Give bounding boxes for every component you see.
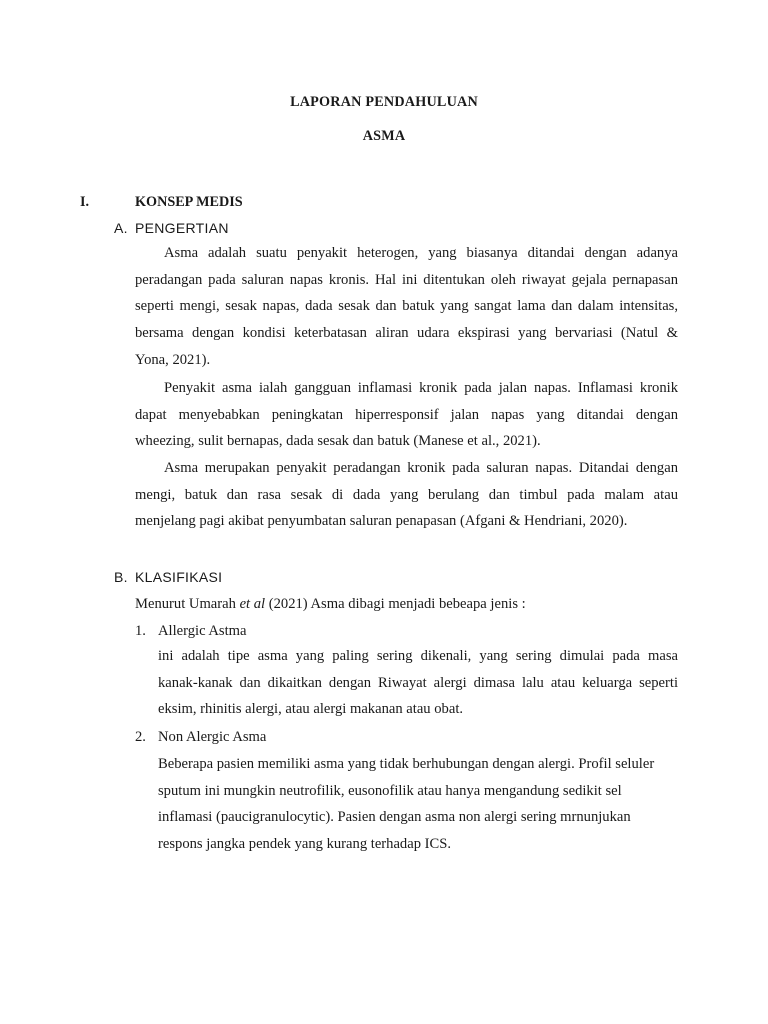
- intro-text-before: Menurut Umarah: [135, 596, 240, 612]
- paragraph-line: respons jangka pendek yang kurang terhadap ICS.: [158, 836, 452, 853]
- subsection-letter-b: B.: [114, 569, 128, 585]
- paragraph-line: kanak-kanak dan dikaitkan dengan Riwayat alergi dimasa lalu atau keluarga seperti: [158, 674, 678, 691]
- paragraph-line: menjelang pagi akibat penyumbatan saluran penapasan (Afgani & Hendriani, 2020).: [135, 513, 628, 530]
- section-heading: KONSEP MEDIS: [135, 194, 243, 210]
- pengertian-paragraph-2: [135, 375, 678, 455]
- list-item-body-1: [158, 643, 678, 723]
- subsection-letter-a: A.: [114, 220, 128, 236]
- list-item-number-2: 2.: [135, 729, 146, 745]
- document-title: LAPORAN PENDAHULUAN: [290, 94, 478, 110]
- subsection-heading-klasifikasi: KLASIFIKASI: [135, 569, 223, 585]
- pengertian-paragraph-3: [135, 455, 678, 535]
- subsection-heading-pengertian: PENGERTIAN: [135, 220, 229, 236]
- paragraph-line: Beberapa pasien memiliki asma yang tidak berhubungan dengan alergi. Profil seluler: [158, 756, 655, 772]
- paragraph-line: eksim, rhinitis alergi, atau alergi makanan atau obat.: [158, 701, 464, 718]
- intro-text-italic: et al: [239, 596, 266, 612]
- list-item-body-2: [158, 751, 678, 858]
- paragraph-line: Yona, 2021).: [135, 351, 211, 368]
- paragraph-line: wheezing, sulit bernapas, dada sesak dan batuk (Manese et al., 2021).: [135, 433, 541, 450]
- paragraph-line: ini adalah tipe asma yang paling sering dikenali, yang sering dimulai pada masa: [158, 648, 678, 664]
- list-item-title-2: Non Alergic Asma: [158, 729, 267, 745]
- pengertian-paragraph-1: [135, 240, 678, 373]
- paragraph-line: Asma adalah suatu penyakit heterogen, yang biasanya ditandai dengan adanya: [164, 245, 678, 261]
- list-item-number-1: 1.: [135, 623, 146, 639]
- intro-text-after: (2021) Asma dibagi menjadi bebeapa jenis :: [265, 596, 526, 612]
- paragraph-line: seperti mengi, sesak napas, dada sesak dan batuk yang sangat lama dan dalam intensitas,: [135, 298, 678, 315]
- paragraph-line: sputum ini mungkin neutrofilik, eusonofilik atau hanya mengandung sedikit sel: [158, 782, 622, 799]
- list-item-title-1: Allergic Astma: [158, 623, 247, 639]
- paragraph-line: peradangan pada saluran napas kronis. Hal ini ditentukan oleh riwayat gejala pernapasan: [135, 271, 678, 288]
- paragraph-line: bersama dengan kondisi keterbatasan aliran udara ekspirasi yang bervariasi (Natul &: [135, 325, 678, 342]
- paragraph-line: Penyakit asma ialah gangguan inflamasi kronik pada jalan napas. Inflamasi kronik: [164, 380, 678, 396]
- document-subtitle: ASMA: [362, 128, 406, 144]
- paragraph-line: dapat menyebabkan peningkatan hiperresponsif jalan napas yang ditandai dengan: [135, 406, 678, 423]
- klasifikasi-intro: [135, 596, 526, 613]
- paragraph-line: Asma merupakan penyakit peradangan kronik pada saluran napas. Ditandai dengan: [164, 460, 678, 476]
- paragraph-line: inflamasi (paucigranulocytic). Pasien dengan asma non alergi sering mrnunjukan: [158, 809, 631, 826]
- paragraph-line: mengi, batuk dan rasa sesak di dada yang berulang dan timbul pada malam atau: [135, 486, 678, 503]
- section-number: I.: [80, 194, 90, 210]
